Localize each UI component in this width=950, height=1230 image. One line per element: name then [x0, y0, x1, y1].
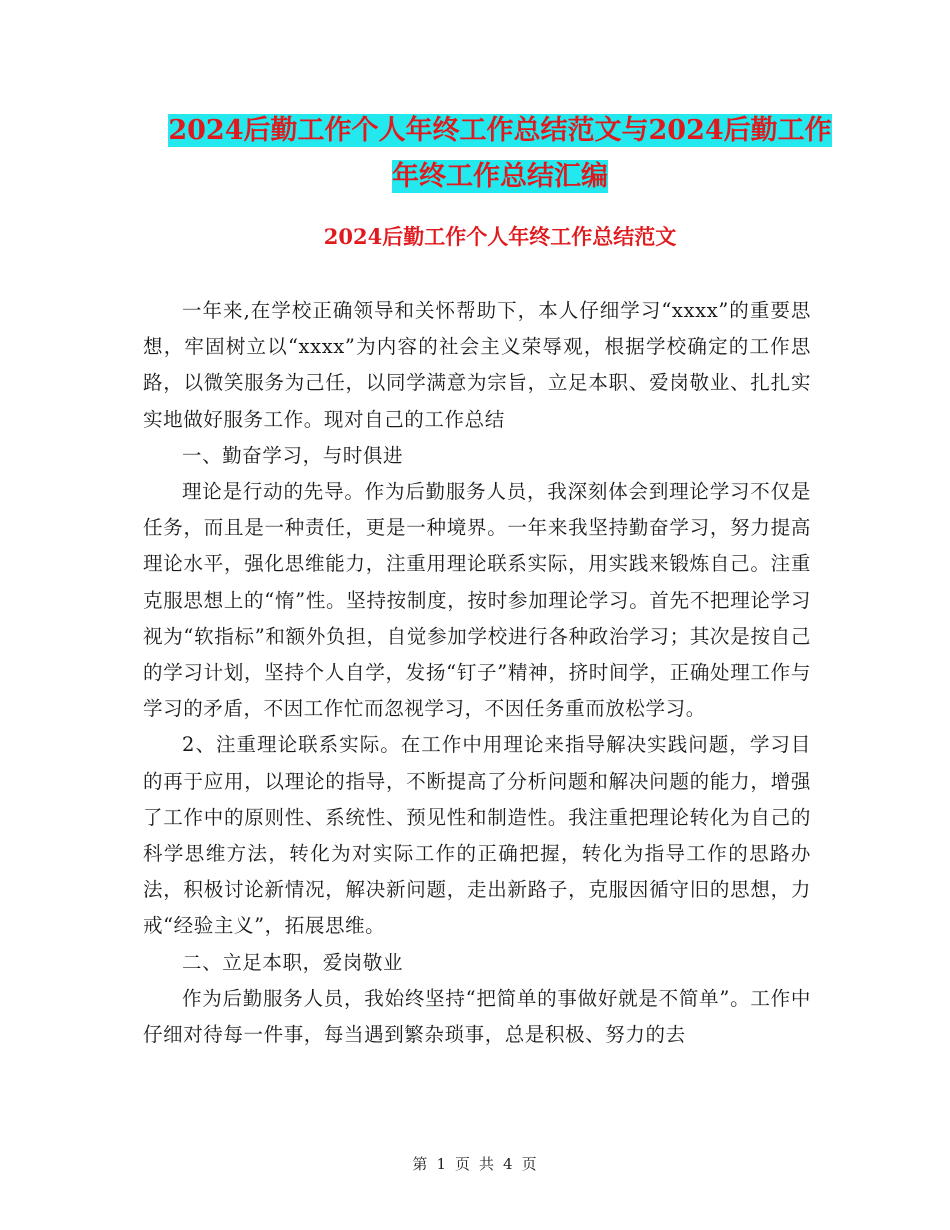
page-footer — [0, 1153, 950, 1174]
document-title — [130, 108, 870, 200]
footer-total-pages: 4 — [503, 1155, 514, 1173]
document-body — [143, 293, 811, 1053]
section-title: 2024后勤工作个人年终工作总结范文 — [323, 224, 677, 249]
footer-label-ye: 页 — [454, 1155, 471, 1173]
title-line-1: 2024后勤工作个人年终工作总结范文与2024后勤工作 — [168, 115, 832, 146]
footer-current-page: 1 — [436, 1155, 447, 1173]
paragraph-heading: 一、勤奋学习，与时俱进 — [182, 443, 404, 467]
paragraph: 2、注重理论联系实际。在工作中用理论来指导解决实践问题，学习目的再于应用，以理论的指导，不断提高了分析问题和解决问题的能力，增强了工作中的原则性、系统性、预见性和制造性。我注重把理论转化为自己的科学思维方法，转化为对实际工作的正确把握，转化为指导工作的思路办法，积极讨论新情况，解决新问题，走出新路子，克服因循守旧的思想，力戒“经验主义”，拓展思维。 — [143, 733, 811, 938]
paragraph: 理论是行动的先导。作为后勤服务人员，我深刻体会到理论学习不仅是任务，而且是一种责任，更是一种境界。一年来我坚持勤奋学习，努力提高理论水平，强化思维能力，注重用理论联系实际，用实践来锻炼自己。注重克服思想上的“惰”性。坚持按制度，按时参加理论学习。首先不把理论学习视为“软指标”和额外负担，自觉参加学校进行各种政治学习；其次是按自己的学习计划，坚持个人自学，发扬“钉子”精神，挤时间学，正确处理工作与学习的矛盾，不因工作忙而忽视学习，不因任务重而放松学习。 — [143, 480, 811, 721]
paragraph-heading: 二、立足本职，爱岗敬业 — [182, 950, 404, 974]
footer-label-ye-2: 页 — [521, 1155, 538, 1173]
paragraph: 作为后勤服务人员，我始终坚持“把简单的事做好就是不简单”。工作中仔细对待每一件事，每当遇到繁杂琐事，总是积极、努力的去 — [143, 986, 811, 1047]
paragraph: 一年来,在学校正确领导和关怀帮助下，本人仔细学习“xxxx”的重要思想，牢固树立以“xxxx”为内容的社会主义荣辱观，根据学校确定的工作思路，以微笑服务为己任，以同学满意为宗旨，立足本职、爱岗敬业、扎扎实实地做好服务工作。现对自己的工作总结 — [143, 299, 811, 431]
footer-label-gong: 共 — [479, 1155, 496, 1173]
footer-label-di: 第 — [412, 1155, 429, 1173]
title-line-2: 年终工作总结汇编 — [392, 161, 608, 192]
